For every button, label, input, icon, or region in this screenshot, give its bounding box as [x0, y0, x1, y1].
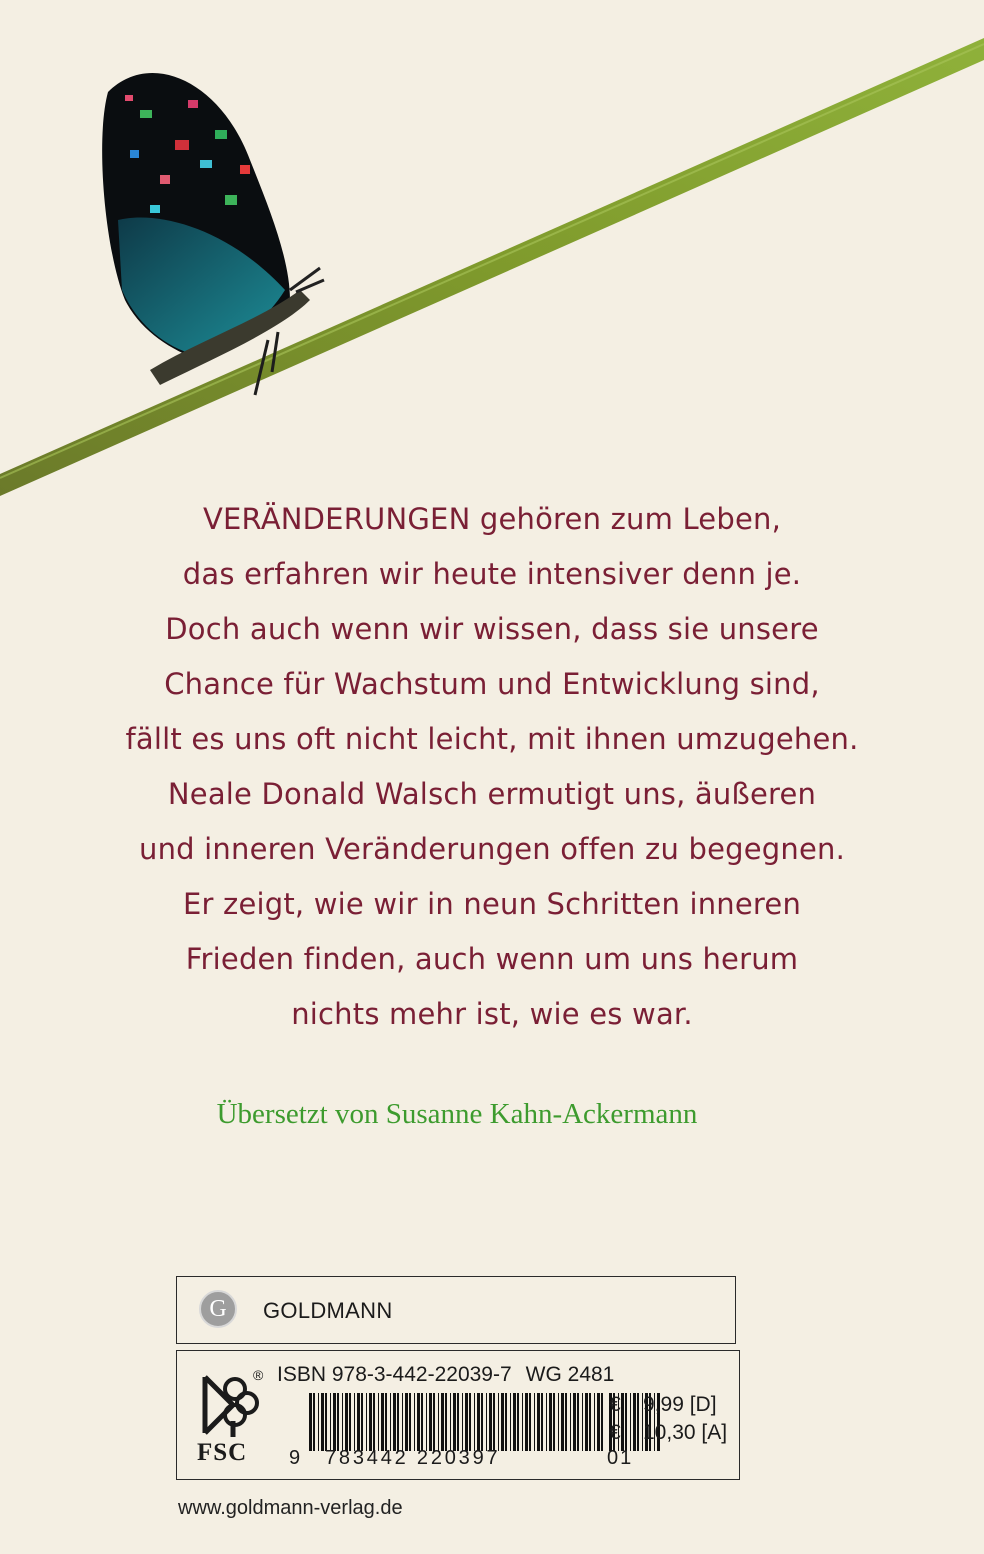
- blurb-text: [60, 492, 924, 1042]
- barcode-bar: [561, 1393, 564, 1451]
- barcode-bar: [565, 1393, 567, 1451]
- fsc-label: FSC: [197, 1439, 248, 1466]
- barcode-bar: [381, 1393, 384, 1451]
- barcode-digits: 783442 220397: [325, 1447, 501, 1469]
- blurb-line: fällt es uns oft nicht leicht, mit ihnen umzugehen.: [125, 722, 859, 756]
- isbn-number: ISBN 978-3-442-22039-7: [277, 1363, 512, 1386]
- blurb-line: und inneren Veränderungen offen zu begegnen.: [138, 832, 845, 866]
- barcode-bar: [453, 1393, 456, 1451]
- barcode-bar: [513, 1393, 516, 1451]
- blurb-line: Doch auch wenn wir wissen, dass sie unsere: [165, 612, 819, 646]
- barcode-bar: [445, 1393, 447, 1451]
- blurb-line: Frieden finden, auch wenn um uns herum: [185, 942, 799, 976]
- butterfly-on-branch-illustration: [0, 0, 984, 500]
- barcode-bar: [577, 1393, 579, 1451]
- barcode-first-digit: 9: [289, 1447, 301, 1469]
- price-currency: €: [609, 1393, 621, 1416]
- barcode-bar: [589, 1393, 591, 1451]
- barcode-bar: [325, 1393, 327, 1451]
- barcode-bar: [553, 1393, 555, 1451]
- publisher-name: GOLDMANN: [263, 1298, 393, 1323]
- barcode-bar: [585, 1393, 588, 1451]
- barcode-bar: [441, 1393, 444, 1451]
- barcode-bar: [450, 1393, 451, 1451]
- barcode-bar: [366, 1393, 367, 1451]
- barcode-bar: [597, 1393, 600, 1451]
- barcode-bar: [438, 1393, 439, 1451]
- barcode-bar: [318, 1393, 319, 1451]
- blurb-line: Er zeigt, wie wir in neun Schritten inneren: [182, 887, 802, 921]
- barcode-bar: [558, 1393, 559, 1451]
- barcode-bar: [541, 1393, 543, 1451]
- barcode-bar: [402, 1393, 403, 1451]
- barcode-bar: [493, 1393, 495, 1451]
- barcode-bar: [369, 1393, 372, 1451]
- barcode-bar: [330, 1393, 331, 1451]
- isbn-line: [277, 1363, 614, 1387]
- barcode-bar: [489, 1393, 492, 1451]
- barcode-bar: [594, 1393, 595, 1451]
- barcode-bar: [601, 1393, 603, 1451]
- fsc-tree-icon: [185, 1369, 263, 1441]
- barcode-bar: [570, 1393, 571, 1451]
- barcode-bar: [498, 1393, 499, 1451]
- barcode-bar: [582, 1393, 583, 1451]
- barcode-bar: [537, 1393, 540, 1451]
- barcode-bar: [474, 1393, 475, 1451]
- barcode-bar: [354, 1393, 355, 1451]
- price-germany: [609, 1393, 717, 1417]
- barcode-bar: [373, 1393, 375, 1451]
- barcode-bar: [321, 1393, 324, 1451]
- barcode-bar: [313, 1393, 315, 1451]
- barcode-bar: [378, 1393, 379, 1451]
- barcode-bar: [469, 1393, 471, 1451]
- barcode-bar: [525, 1393, 528, 1451]
- barcode-bar: [409, 1393, 411, 1451]
- price-amount: 10,30 [A]: [643, 1421, 728, 1444]
- barcode-bar: [457, 1393, 459, 1451]
- translator-credit: Übersetzt von Susanne Kahn-Ackermann: [216, 1098, 698, 1130]
- barcode-bar: [522, 1393, 523, 1451]
- barcode-bar: [421, 1393, 423, 1451]
- goldmann-g-logo-icon: G: [199, 1290, 237, 1328]
- barcode-bar: [357, 1393, 360, 1451]
- barcode-bar: [405, 1393, 408, 1451]
- blurb-line: das erfahren wir heute intensiver denn je.: [182, 557, 802, 591]
- publisher-box: [176, 1276, 736, 1344]
- price-currency: €: [609, 1421, 621, 1444]
- barcode-bar: [546, 1393, 547, 1451]
- barcode-bar: [486, 1393, 487, 1451]
- barcode-bar: [385, 1393, 387, 1451]
- barcode-bar: [517, 1393, 519, 1451]
- barcode-addon-digits: 01: [607, 1447, 634, 1469]
- registered-mark: ®: [253, 1367, 264, 1383]
- barcode-bar: [397, 1393, 399, 1451]
- barcode-bar: [510, 1393, 511, 1451]
- barcode-bar: [345, 1393, 348, 1451]
- barcode-bar: [529, 1393, 531, 1451]
- barcode-bar: [505, 1393, 507, 1451]
- blurb-line: nichts mehr ist, wie es war.: [291, 997, 693, 1031]
- barcode-bar: [309, 1393, 312, 1451]
- blurb-line: Neale Donald Walsch ermutigt uns, äußeren: [167, 777, 817, 811]
- barcode-bar: [426, 1393, 427, 1451]
- blurb-line: Chance für Wachstum und Entwicklung sind,: [164, 667, 820, 701]
- barcode-bar: [393, 1393, 396, 1451]
- barcode-bar: [481, 1393, 483, 1451]
- barcode-bar: [477, 1393, 480, 1451]
- barcode-bar: [534, 1393, 535, 1451]
- barcode-bar: [417, 1393, 420, 1451]
- price-amount: 9,99 [D]: [643, 1393, 717, 1416]
- barcode-bar: [342, 1393, 343, 1451]
- price-austria: [609, 1421, 727, 1445]
- barcode-bar: [337, 1393, 339, 1451]
- publisher-website: www.goldmann-verlag.de: [178, 1497, 403, 1519]
- barcode-bar: [501, 1393, 504, 1451]
- barcode-bar: [333, 1393, 336, 1451]
- barcode-bar: [433, 1393, 435, 1451]
- barcode-bar: [390, 1393, 391, 1451]
- wg-code: WG 2481: [525, 1363, 615, 1386]
- barcode-bar: [429, 1393, 432, 1451]
- barcode-bar: [549, 1393, 552, 1451]
- isbn-barcode-box: [176, 1350, 740, 1480]
- barcode-bar: [465, 1393, 468, 1451]
- barcode-bar: [462, 1393, 463, 1451]
- barcode: [309, 1393, 605, 1451]
- blurb-line: VERÄNDERUNGEN gehören zum Leben,: [202, 502, 781, 536]
- barcode-bar: [349, 1393, 351, 1451]
- barcode-bar: [414, 1393, 415, 1451]
- barcode-bar: [573, 1393, 576, 1451]
- barcode-bar: [361, 1393, 363, 1451]
